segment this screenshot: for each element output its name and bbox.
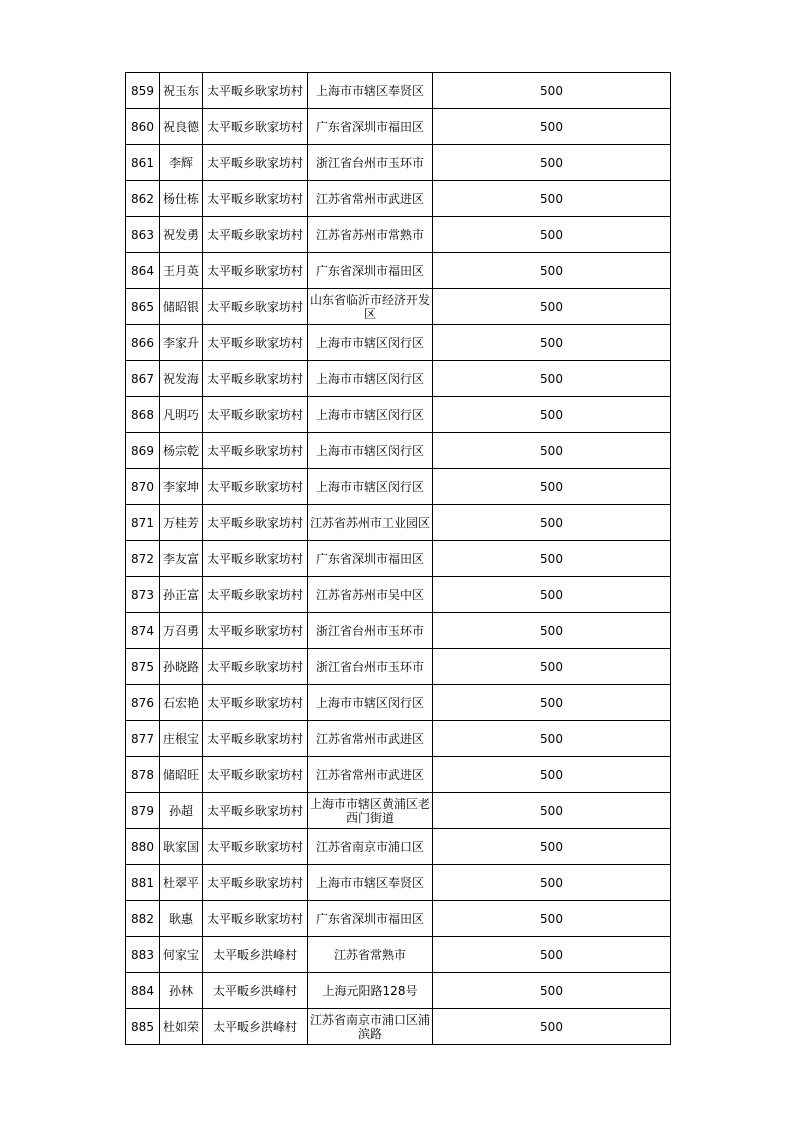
village-cell: 太平畈乡洪峰村 bbox=[203, 1009, 308, 1045]
village-cell: 太平畈乡耿家坊村 bbox=[203, 721, 308, 757]
table-row bbox=[126, 541, 671, 577]
amount-cell: 500 bbox=[433, 397, 671, 433]
village-cell: 太平畈乡耿家坊村 bbox=[203, 109, 308, 145]
person-name-cell: 耿惠 bbox=[160, 901, 203, 937]
person-name-cell: 祝发海 bbox=[160, 361, 203, 397]
village-cell: 太平畈乡耿家坊村 bbox=[203, 469, 308, 505]
village-cell: 太平畈乡耿家坊村 bbox=[203, 397, 308, 433]
address-cell: 上海市市辖区闵行区 bbox=[308, 433, 433, 469]
table-row bbox=[126, 721, 671, 757]
amount-cell: 500 bbox=[433, 577, 671, 613]
row-number-cell: 885 bbox=[126, 1009, 160, 1045]
person-name-cell: 孙超 bbox=[160, 793, 203, 829]
table-row bbox=[126, 469, 671, 505]
village-cell: 太平畈乡耿家坊村 bbox=[203, 901, 308, 937]
table-row bbox=[126, 397, 671, 433]
person-name-cell: 祝玉东 bbox=[160, 73, 203, 109]
village-cell: 太平畈乡耿家坊村 bbox=[203, 649, 308, 685]
person-name-cell: 李辉 bbox=[160, 145, 203, 181]
address-cell: 广东省深圳市福田区 bbox=[308, 901, 433, 937]
table-row bbox=[126, 757, 671, 793]
amount-cell: 500 bbox=[433, 361, 671, 397]
address-cell: 上海市市辖区奉贤区 bbox=[308, 73, 433, 109]
table-row bbox=[126, 865, 671, 901]
amount-cell: 500 bbox=[433, 901, 671, 937]
table-row bbox=[126, 289, 671, 325]
table-row bbox=[126, 361, 671, 397]
village-cell: 太平畈乡耿家坊村 bbox=[203, 757, 308, 793]
person-name-cell: 万召勇 bbox=[160, 613, 203, 649]
table-row bbox=[126, 685, 671, 721]
amount-cell: 500 bbox=[433, 181, 671, 217]
address-cell: 江苏省苏州市吴中区 bbox=[308, 577, 433, 613]
row-number-cell: 874 bbox=[126, 613, 160, 649]
row-number-cell: 868 bbox=[126, 397, 160, 433]
person-name-cell: 李家坤 bbox=[160, 469, 203, 505]
village-cell: 太平畈乡耿家坊村 bbox=[203, 865, 308, 901]
row-number-cell: 862 bbox=[126, 181, 160, 217]
address-cell: 上海市市辖区黄浦区老西门街道 bbox=[308, 793, 433, 829]
row-number-cell: 881 bbox=[126, 865, 160, 901]
person-name-cell: 万桂芳 bbox=[160, 505, 203, 541]
address-cell: 山东省临沂市经济开发区 bbox=[308, 289, 433, 325]
address-cell: 江苏省常州市武进区 bbox=[308, 721, 433, 757]
row-number-cell: 884 bbox=[126, 973, 160, 1009]
table-row bbox=[126, 109, 671, 145]
address-cell: 上海市市辖区闵行区 bbox=[308, 361, 433, 397]
address-cell: 浙江省台州市玉环市 bbox=[308, 145, 433, 181]
row-number-cell: 864 bbox=[126, 253, 160, 289]
village-cell: 太平畈乡耿家坊村 bbox=[203, 829, 308, 865]
row-number-cell: 860 bbox=[126, 109, 160, 145]
person-name-cell: 李友富 bbox=[160, 541, 203, 577]
village-cell: 太平畈乡洪峰村 bbox=[203, 937, 308, 973]
village-cell: 太平畈乡洪峰村 bbox=[203, 973, 308, 1009]
amount-cell: 500 bbox=[433, 613, 671, 649]
person-name-cell: 杜翠平 bbox=[160, 865, 203, 901]
row-number-cell: 879 bbox=[126, 793, 160, 829]
person-name-cell: 祝发勇 bbox=[160, 217, 203, 253]
address-cell: 广东省深圳市福田区 bbox=[308, 253, 433, 289]
person-name-cell: 石宏艳 bbox=[160, 685, 203, 721]
roster-table-body bbox=[126, 73, 671, 1045]
table-row bbox=[126, 433, 671, 469]
row-number-cell: 865 bbox=[126, 289, 160, 325]
amount-cell: 500 bbox=[433, 685, 671, 721]
person-name-cell: 储昭银 bbox=[160, 289, 203, 325]
amount-cell: 500 bbox=[433, 721, 671, 757]
roster-table bbox=[125, 72, 671, 1045]
address-cell: 上海市市辖区闵行区 bbox=[308, 397, 433, 433]
village-cell: 太平畈乡耿家坊村 bbox=[203, 541, 308, 577]
row-number-cell: 878 bbox=[126, 757, 160, 793]
person-name-cell: 杨仕栋 bbox=[160, 181, 203, 217]
amount-cell: 500 bbox=[433, 73, 671, 109]
row-number-cell: 876 bbox=[126, 685, 160, 721]
table-row bbox=[126, 505, 671, 541]
village-cell: 太平畈乡耿家坊村 bbox=[203, 613, 308, 649]
person-name-cell: 孙晓路 bbox=[160, 649, 203, 685]
person-name-cell: 孙林 bbox=[160, 973, 203, 1009]
amount-cell: 500 bbox=[433, 829, 671, 865]
address-cell: 上海市市辖区闵行区 bbox=[308, 685, 433, 721]
amount-cell: 500 bbox=[433, 469, 671, 505]
amount-cell: 500 bbox=[433, 145, 671, 181]
row-number-cell: 869 bbox=[126, 433, 160, 469]
table-row bbox=[126, 613, 671, 649]
table-row bbox=[126, 1009, 671, 1045]
amount-cell: 500 bbox=[433, 757, 671, 793]
person-name-cell: 耿家国 bbox=[160, 829, 203, 865]
table-row bbox=[126, 973, 671, 1009]
village-cell: 太平畈乡耿家坊村 bbox=[203, 181, 308, 217]
address-cell: 江苏省常州市武进区 bbox=[308, 181, 433, 217]
table-row bbox=[126, 145, 671, 181]
row-number-cell: 859 bbox=[126, 73, 160, 109]
row-number-cell: 870 bbox=[126, 469, 160, 505]
address-cell: 江苏省常州市武进区 bbox=[308, 757, 433, 793]
address-cell: 江苏省苏州市工业园区 bbox=[308, 505, 433, 541]
amount-cell: 500 bbox=[433, 937, 671, 973]
village-cell: 太平畈乡耿家坊村 bbox=[203, 145, 308, 181]
amount-cell: 500 bbox=[433, 793, 671, 829]
address-cell: 江苏省苏州市常熟市 bbox=[308, 217, 433, 253]
row-number-cell: 873 bbox=[126, 577, 160, 613]
table-row bbox=[126, 829, 671, 865]
address-cell: 江苏省常熟市 bbox=[308, 937, 433, 973]
amount-cell: 500 bbox=[433, 325, 671, 361]
address-cell: 广东省深圳市福田区 bbox=[308, 109, 433, 145]
village-cell: 太平畈乡耿家坊村 bbox=[203, 289, 308, 325]
village-cell: 太平畈乡耿家坊村 bbox=[203, 685, 308, 721]
table-row bbox=[126, 253, 671, 289]
amount-cell: 500 bbox=[433, 217, 671, 253]
row-number-cell: 872 bbox=[126, 541, 160, 577]
table-row bbox=[126, 217, 671, 253]
village-cell: 太平畈乡耿家坊村 bbox=[203, 217, 308, 253]
table-row bbox=[126, 73, 671, 109]
row-number-cell: 875 bbox=[126, 649, 160, 685]
village-cell: 太平畈乡耿家坊村 bbox=[203, 325, 308, 361]
table-row bbox=[126, 901, 671, 937]
amount-cell: 500 bbox=[433, 649, 671, 685]
address-cell: 江苏省南京市浦口区浦滨路 bbox=[308, 1009, 433, 1045]
table-row bbox=[126, 937, 671, 973]
address-cell: 江苏省南京市浦口区 bbox=[308, 829, 433, 865]
row-number-cell: 883 bbox=[126, 937, 160, 973]
row-number-cell: 882 bbox=[126, 901, 160, 937]
village-cell: 太平畈乡耿家坊村 bbox=[203, 793, 308, 829]
person-name-cell: 庄根宝 bbox=[160, 721, 203, 757]
address-cell: 浙江省台州市玉环市 bbox=[308, 613, 433, 649]
row-number-cell: 877 bbox=[126, 721, 160, 757]
address-cell: 上海市市辖区闵行区 bbox=[308, 469, 433, 505]
village-cell: 太平畈乡耿家坊村 bbox=[203, 73, 308, 109]
amount-cell: 500 bbox=[433, 541, 671, 577]
amount-cell: 500 bbox=[433, 253, 671, 289]
amount-cell: 500 bbox=[433, 433, 671, 469]
table-row bbox=[126, 577, 671, 613]
row-number-cell: 861 bbox=[126, 145, 160, 181]
village-cell: 太平畈乡耿家坊村 bbox=[203, 253, 308, 289]
row-number-cell: 863 bbox=[126, 217, 160, 253]
amount-cell: 500 bbox=[433, 505, 671, 541]
address-cell: 广东省深圳市福田区 bbox=[308, 541, 433, 577]
person-name-cell: 孙正富 bbox=[160, 577, 203, 613]
person-name-cell: 李家升 bbox=[160, 325, 203, 361]
person-name-cell: 王月英 bbox=[160, 253, 203, 289]
person-name-cell: 祝良德 bbox=[160, 109, 203, 145]
row-number-cell: 867 bbox=[126, 361, 160, 397]
person-name-cell: 储昭旺 bbox=[160, 757, 203, 793]
amount-cell: 500 bbox=[433, 289, 671, 325]
table-row bbox=[126, 649, 671, 685]
village-cell: 太平畈乡耿家坊村 bbox=[203, 577, 308, 613]
person-name-cell: 凡明巧 bbox=[160, 397, 203, 433]
amount-cell: 500 bbox=[433, 1009, 671, 1045]
amount-cell: 500 bbox=[433, 973, 671, 1009]
address-cell: 浙江省台州市玉环市 bbox=[308, 649, 433, 685]
amount-cell: 500 bbox=[433, 109, 671, 145]
address-cell: 上海元阳路128号 bbox=[308, 973, 433, 1009]
village-cell: 太平畈乡耿家坊村 bbox=[203, 361, 308, 397]
table-row bbox=[126, 181, 671, 217]
address-cell: 上海市市辖区奉贤区 bbox=[308, 865, 433, 901]
person-name-cell: 何家宝 bbox=[160, 937, 203, 973]
row-number-cell: 871 bbox=[126, 505, 160, 541]
address-cell: 上海市市辖区闵行区 bbox=[308, 325, 433, 361]
village-cell: 太平畈乡耿家坊村 bbox=[203, 505, 308, 541]
village-cell: 太平畈乡耿家坊村 bbox=[203, 433, 308, 469]
table-row bbox=[126, 325, 671, 361]
person-name-cell: 杨宗乾 bbox=[160, 433, 203, 469]
person-name-cell: 杜如荣 bbox=[160, 1009, 203, 1045]
table-row bbox=[126, 793, 671, 829]
amount-cell: 500 bbox=[433, 865, 671, 901]
row-number-cell: 866 bbox=[126, 325, 160, 361]
row-number-cell: 880 bbox=[126, 829, 160, 865]
